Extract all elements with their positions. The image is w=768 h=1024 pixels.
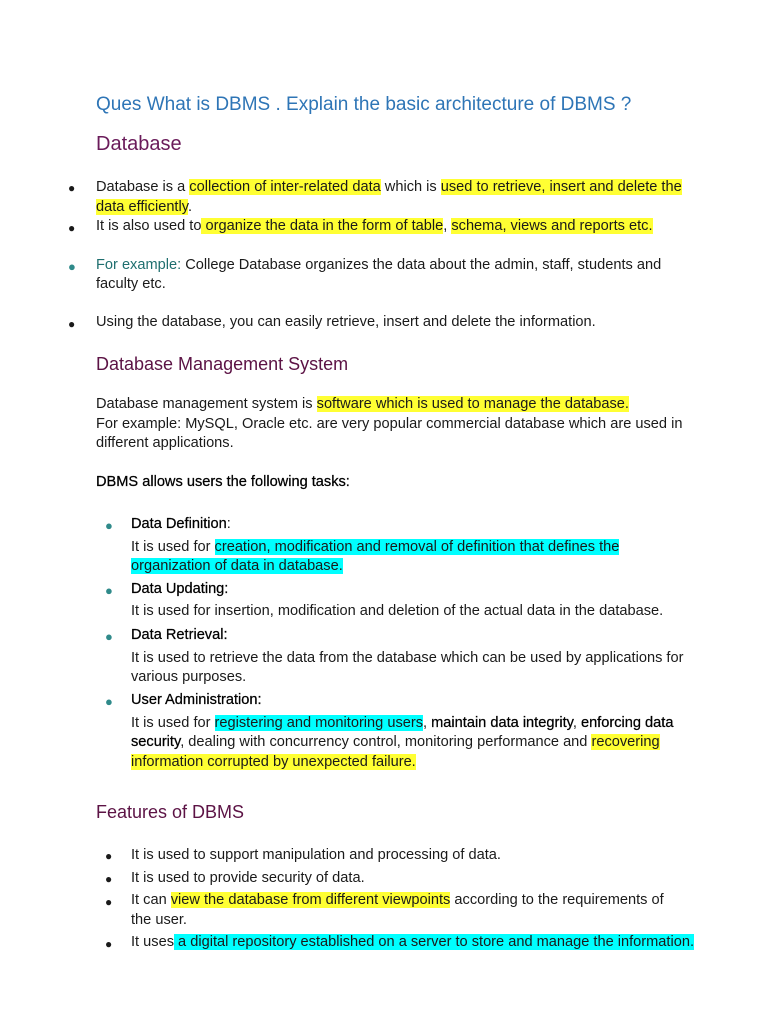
task-data-updating-desc: It is used for insertion, modification and deletion of the actual data in the database. [131, 603, 664, 619]
database-bullet-4: Using the database, you can easily retrieve, insert and delete the information. [96, 314, 596, 330]
bullet-dot: ● [68, 181, 76, 195]
dbms-heading: Database Management System [96, 354, 349, 374]
database-heading: Database [96, 133, 182, 155]
dbms-example-line-2: different applications. [96, 435, 234, 451]
task-data-retrieval-desc-line-1: It is used to retrieve the data from the database which can be used by applications for [131, 650, 684, 666]
database-bullet-2: It is also used to organize the data in the form of table, schema, views and reports etc. [96, 218, 653, 234]
task-data-updating-label: Data Updating: [131, 581, 229, 597]
bullet-dot: ● [105, 849, 113, 863]
bullet-dot: ● [105, 518, 113, 533]
task-user-administration-desc-line-2: security, dealing with concurrency control, monitoring performance and recovering [131, 734, 660, 750]
bullet-dot: ● [68, 259, 76, 274]
task-data-definition-label: Data Definition: [131, 516, 231, 532]
dbms-tasks-intro: DBMS allows users the following tasks: [96, 474, 350, 490]
database-bullet-1-line-1: Database is a collection of inter-related data which is used to retrieve, insert and delete the [96, 179, 682, 195]
task-data-retrieval-desc-line-2: various purposes. [131, 669, 247, 685]
task-data-retrieval-label: Data Retrieval: [131, 627, 228, 643]
feature-2: It is used to provide security of data. [131, 870, 365, 886]
task-user-administration-label: User Administration: [131, 692, 262, 708]
bullet-dot: ● [105, 694, 113, 709]
task-user-administration-desc-line-1: It is used for registering and monitoring users, maintain data integrity, enforcing data [131, 715, 674, 731]
feature-1: It is used to support manipulation and processing of data. [131, 847, 501, 863]
features-heading: Features of DBMS [96, 802, 245, 822]
database-example-line-2: faculty etc. [96, 276, 166, 292]
bullet-dot: ● [105, 872, 113, 886]
question-title: Ques What is DBMS . Explain the basic architecture of DBMS ? [96, 94, 632, 115]
feature-4: It uses a digital repository established on a server to store and manage the information. [131, 934, 694, 950]
feature-3-line-2: the user. [131, 912, 187, 928]
dbms-example-line-1: For example: MySQL, Oracle etc. are very popular commercial database which are used in [96, 416, 683, 432]
bullet-dot: ● [105, 895, 113, 909]
database-bullet-1-line-2: data efficiently. [96, 199, 193, 215]
bullet-dot: ● [105, 629, 113, 644]
bullet-dot: ● [68, 221, 76, 235]
feature-3-line-1: It can view the database from different viewpoints according to the requirements of [131, 892, 664, 908]
database-example-line-1: For example: College Database organizes the data about the admin, staff, students and [96, 257, 662, 273]
dbms-definition: Database management system is software which is used to manage the database. [96, 396, 629, 412]
bullet-dot: ● [105, 583, 113, 598]
bullet-dot: ● [105, 937, 113, 951]
task-user-administration-desc-line-3: information corrupted by unexpected failure. [131, 754, 416, 770]
task-data-definition-desc-line-2: organization of data in database. [131, 558, 343, 574]
bullet-dot: ● [68, 317, 76, 331]
task-data-definition-desc-line-1: It is used for creation, modification and removal of definition that defines the [131, 539, 620, 555]
